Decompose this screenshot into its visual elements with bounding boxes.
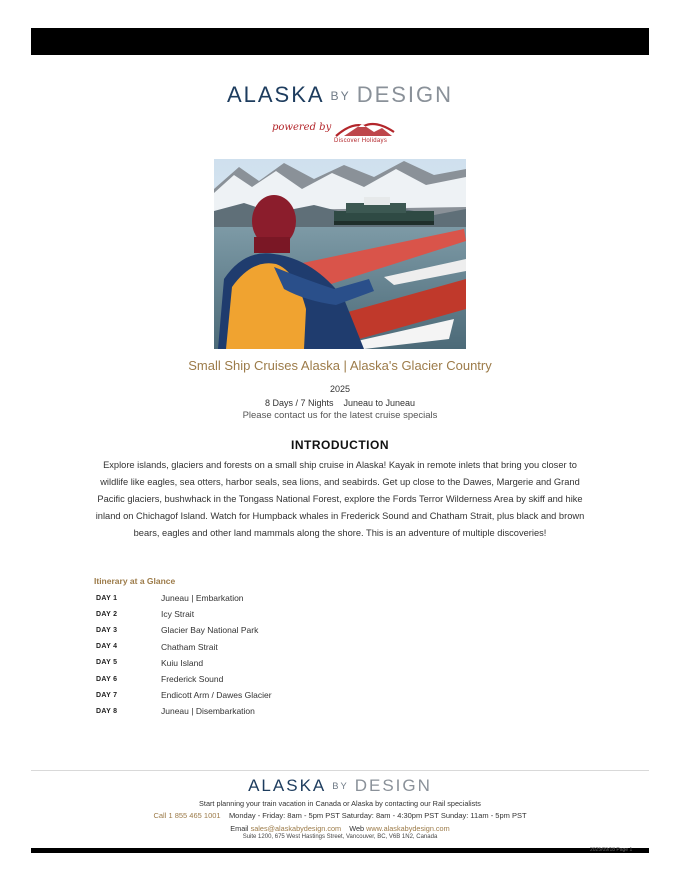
itinerary-row — [96, 606, 396, 622]
itinerary-day: DAY 5 — [96, 659, 118, 667]
trip-meta — [0, 398, 680, 408]
itinerary-row — [96, 655, 396, 671]
itinerary-row — [96, 687, 396, 703]
hero-image-kayaker — [214, 159, 466, 349]
itinerary-day: DAY 7 — [96, 691, 118, 699]
trip-duration: 8 Days / 7 Nights — [264, 398, 334, 408]
itinerary-place: Juneau | Disembarkation — [161, 706, 255, 717]
itinerary-row — [96, 671, 396, 687]
footer-logo-alaska: ALASKA — [248, 776, 327, 795]
bottom-bar — [31, 848, 649, 853]
office-hours: Monday - Friday: 8am - 5pm PST Saturday: 8am - 4:30pm PST Sunday: 11am - 5pm PST — [228, 811, 527, 820]
itinerary-place: Juneau | Embarkation — [161, 593, 244, 604]
brand-logo — [0, 82, 680, 108]
itinerary-place: Frederick Sound — [161, 674, 224, 685]
footer-address: Suite 1200, 675 West Hastings Street, Vancouver, BC, V6B 1N2, Canada — [242, 834, 438, 840]
itinerary-day: DAY 1 — [96, 594, 118, 602]
logo-word-alaska: ALASKA — [226, 82, 325, 107]
intro-text: Explore islands, glaciers and forests on a small ship cruise in Alaska! Kayak in remote inlets that bring you closer to wildlife like eagles, sea otters, harbor seals, sea lions, and seabirds. Get up close to the Dawes, Margerie and Grand Pacific glaciers, bushwhack in the Tongass National Forest, explore the Fords Terror Wilderness Area by skiff and hike inland on Chichagof Island. Watch for Humpback whales in Frederick Sound and Chatham Strait, plus black and brown bears, eagles and other land mammals along the shore. This is an adventure of multiple discoveries! — [95, 460, 585, 538]
footer-phone-line — [0, 811, 680, 820]
mountain-logo-icon — [334, 116, 396, 138]
footer-tagline: Start planning your train vacation in Canada or Alaska by contacting our Rail specialists — [199, 799, 481, 808]
itinerary-place: Glacier Bay National Park — [161, 625, 259, 636]
powered-by-text: powered by — [272, 122, 332, 133]
itinerary-day: DAY 6 — [96, 675, 118, 683]
web-label: Web — [349, 824, 365, 833]
footer-logo-design: DESIGN — [354, 776, 432, 795]
logo-word-by: BY — [330, 89, 351, 103]
itinerary-day: DAY 2 — [96, 610, 118, 618]
footer-logo — [0, 776, 680, 796]
footer-contact-line — [0, 824, 680, 833]
itinerary-row — [96, 622, 396, 638]
trip-year: 2025 — [329, 384, 351, 394]
itinerary-day: DAY 3 — [96, 626, 118, 634]
trip-title: Small Ship Cruises Alaska | Alaska's Glacier Country — [188, 358, 492, 373]
itinerary-heading: Itinerary at a Glance — [94, 576, 176, 586]
top-bar — [31, 28, 649, 55]
contact-note: Please contact us for the latest cruise specials — [242, 410, 438, 421]
itinerary-row — [96, 590, 396, 606]
itinerary-row — [96, 639, 396, 655]
footer-divider — [31, 770, 649, 771]
itinerary-place: Icy Strait — [161, 609, 195, 620]
itinerary-place: Kuiu Island — [161, 657, 204, 668]
itinerary-row — [96, 703, 396, 719]
phone-link[interactable]: 1 855 465 1001 — [168, 811, 221, 820]
powered-by-logo — [272, 116, 402, 146]
web-link[interactable]: www.alaskabydesign.com — [366, 824, 450, 833]
powered-by-brand: Discover Holidays — [334, 138, 388, 144]
trip-route: Juneau to Juneau — [343, 398, 416, 408]
itinerary-day: DAY 8 — [96, 707, 118, 715]
itinerary-place: Chatham Strait — [161, 641, 218, 652]
footer-logo-by: BY — [332, 781, 349, 791]
call-label: Call — [153, 811, 167, 820]
itinerary-day: DAY 4 — [96, 643, 118, 651]
itinerary-place: Endicott Arm / Dawes Glacier — [161, 690, 272, 701]
page-mark: 2025/09/18 Page 1 — [590, 847, 633, 853]
logo-word-design: DESIGN — [356, 82, 454, 107]
email-label: Email — [230, 824, 249, 833]
email-link[interactable]: sales@alaskabydesign.com — [250, 824, 342, 833]
intro-heading: INTRODUCTION — [291, 438, 389, 452]
itinerary-list — [96, 590, 396, 720]
